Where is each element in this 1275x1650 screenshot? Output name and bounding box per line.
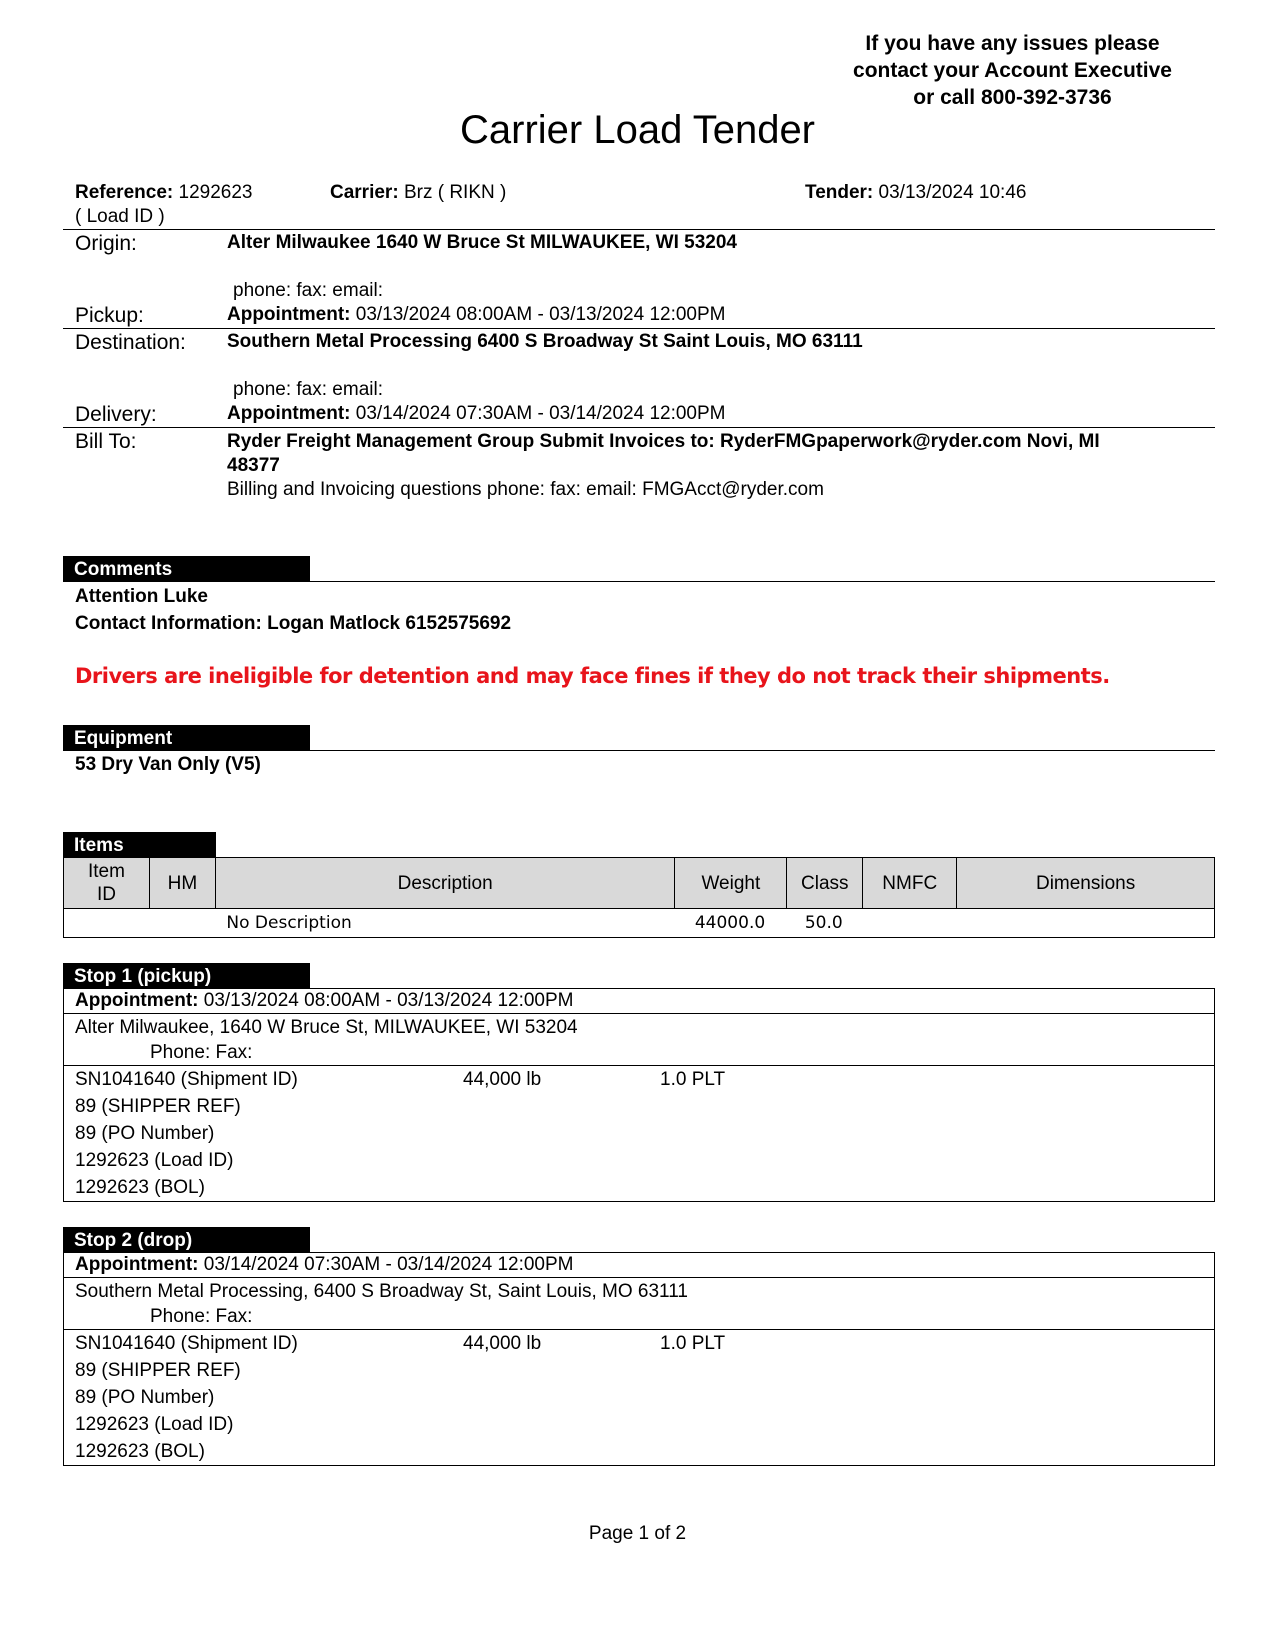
shipment-id: SN1041640 (Shipment ID) [75,1333,298,1354]
bill-to-label: Bill To: [75,430,137,453]
divider [63,328,1215,329]
carrier-value: Brz ( RIKN ) [403,182,507,203]
appointment-value: 03/14/2024 07:30AM - 03/14/2024 12:00PM [355,403,726,424]
stop-phone: Phone: Fax: [150,1306,253,1327]
destination-address: Southern Metal Processing 6400 S Broadway St Saint Louis, MO 63111 [227,331,863,352]
destination-contact: phone: fax: email: [233,379,383,400]
shipment-quantity: 1.0 PLT [660,1069,726,1090]
appointment-label: Appointment: [227,403,351,424]
reference-field [75,182,252,204]
tender-label: Tender: [805,182,874,203]
shipment-id: SN1041640 (Shipment ID) [75,1069,298,1090]
reference-line: 89 (PO Number) [75,1123,215,1144]
column-header: Item ID [64,858,150,909]
carrier-field [330,182,506,204]
notice-line: If you have any issues please [865,32,1160,55]
stop-address-row [64,1278,1214,1330]
stop-shipment-row [64,1066,1214,1201]
pickup-label: Pickup: [75,304,144,327]
divider [310,750,1215,751]
page-number: Page 1 of 2 [588,1523,687,1544]
reference-line: 1292623 (Load ID) [75,1414,234,1435]
reference-sub: ( Load ID ) [75,206,165,227]
tender-field [805,182,1026,204]
stop-appointment-row [64,1253,1214,1278]
items-header-row [64,858,1215,909]
divider [63,229,1215,230]
divider [310,581,1215,582]
carrier-label: Carrier: [330,182,399,203]
weight-cell: 44000.0 [675,909,787,938]
reference-line: 89 (SHIPPER REF) [75,1096,241,1117]
description-cell: No Description [215,909,674,938]
equipment-heading: Equipment [63,725,310,751]
origin-contact: phone: fax: email: [233,280,383,301]
delivery-appointment [227,403,726,425]
column-header: Description [215,858,674,909]
stop-shipment-row [64,1330,1214,1465]
column-header: HM [149,858,215,909]
bill-to-line1: Ryder Freight Management Group Submit Invoices to: RyderFMGpaperwork@ryder.com Novi, MI [227,431,1100,452]
equipment-value: 53 Dry Van Only (V5) [75,754,261,775]
shipment-quantity: 1.0 PLT [660,1333,726,1354]
column-header: NMFC [863,858,957,909]
item-id-cell [64,909,150,938]
dimensions-cell [957,909,1215,938]
column-header: Class [787,858,863,909]
comments-line2: Contact Information: Logan Matlock 6152575692 [75,613,512,634]
tracking-warning: Drivers are ineligible for detention and may face fines if they do not track their shipments. [75,664,1110,688]
appointment-value: 03/13/2024 08:00AM - 03/13/2024 12:00PM [203,990,574,1011]
stop-heading: Stop 1 (pickup) [63,963,310,989]
contact-notice [840,30,1185,111]
stop-heading: Stop 2 (drop) [63,1227,310,1253]
shipment-weight: 44,000 lb [463,1069,542,1090]
stop-address: Alter Milwaukee, 1640 W Bruce St, MILWAUKEE, WI 53204 [75,1017,578,1038]
bill-to-line3: Billing and Invoicing questions phone: fax: email: FMGAcct@ryder.com [227,479,824,500]
stop-2-box [63,1252,1215,1466]
appointment-label: Appointment: [227,304,351,325]
page-title: Carrier Load Tender [459,108,816,152]
bill-to-line2: 48377 [227,455,280,476]
notice-line: contact your Account Executive [853,59,1172,82]
reference-line: 1292623 (Load ID) [75,1150,234,1171]
stop-address: Southern Metal Processing, 6400 S Broadway St, Saint Louis, MO 63111 [75,1281,688,1302]
stop-phone: Phone: Fax: [150,1042,253,1063]
appointment-value: 03/14/2024 07:30AM - 03/14/2024 12:00PM [203,1254,574,1275]
items-table [63,857,1215,938]
comments-heading: Comments [63,556,310,582]
origin-address: Alter Milwaukee 1640 W Bruce St MILWAUKEE, WI 53204 [227,232,737,253]
reference-label: Reference: [75,182,174,203]
stop-1-box [63,988,1215,1202]
origin-label: Origin: [75,232,137,255]
hm-cell [149,909,215,938]
destination-label: Destination: [75,331,186,354]
delivery-label: Delivery: [75,403,157,426]
shipment-weight: 44,000 lb [463,1333,542,1354]
items-heading: Items [63,832,216,858]
table-row [64,909,1215,938]
appointment-value: 03/13/2024 08:00AM - 03/13/2024 12:00PM [355,304,726,325]
tender-value: 03/13/2024 10:46 [878,182,1027,203]
notice-line: or call 800-392-3736 [913,86,1112,109]
reference-value: 1292623 [178,182,253,203]
reference-line: 89 (PO Number) [75,1387,215,1408]
column-header: Weight [675,858,787,909]
divider [63,427,1215,428]
reference-line: 1292623 (BOL) [75,1177,205,1198]
stop-appointment-row [64,989,1214,1014]
comments-line1: Attention Luke [75,586,208,607]
column-header: Dimensions [957,858,1215,909]
reference-line: 89 (SHIPPER REF) [75,1360,241,1381]
pickup-appointment [227,304,726,326]
appointment-label: Appointment: [75,990,199,1011]
stop-address-row [64,1014,1214,1066]
reference-line: 1292623 (BOL) [75,1441,205,1462]
appointment-label: Appointment: [75,1254,199,1275]
class-cell: 50.0 [787,909,863,938]
nmfc-cell [863,909,957,938]
